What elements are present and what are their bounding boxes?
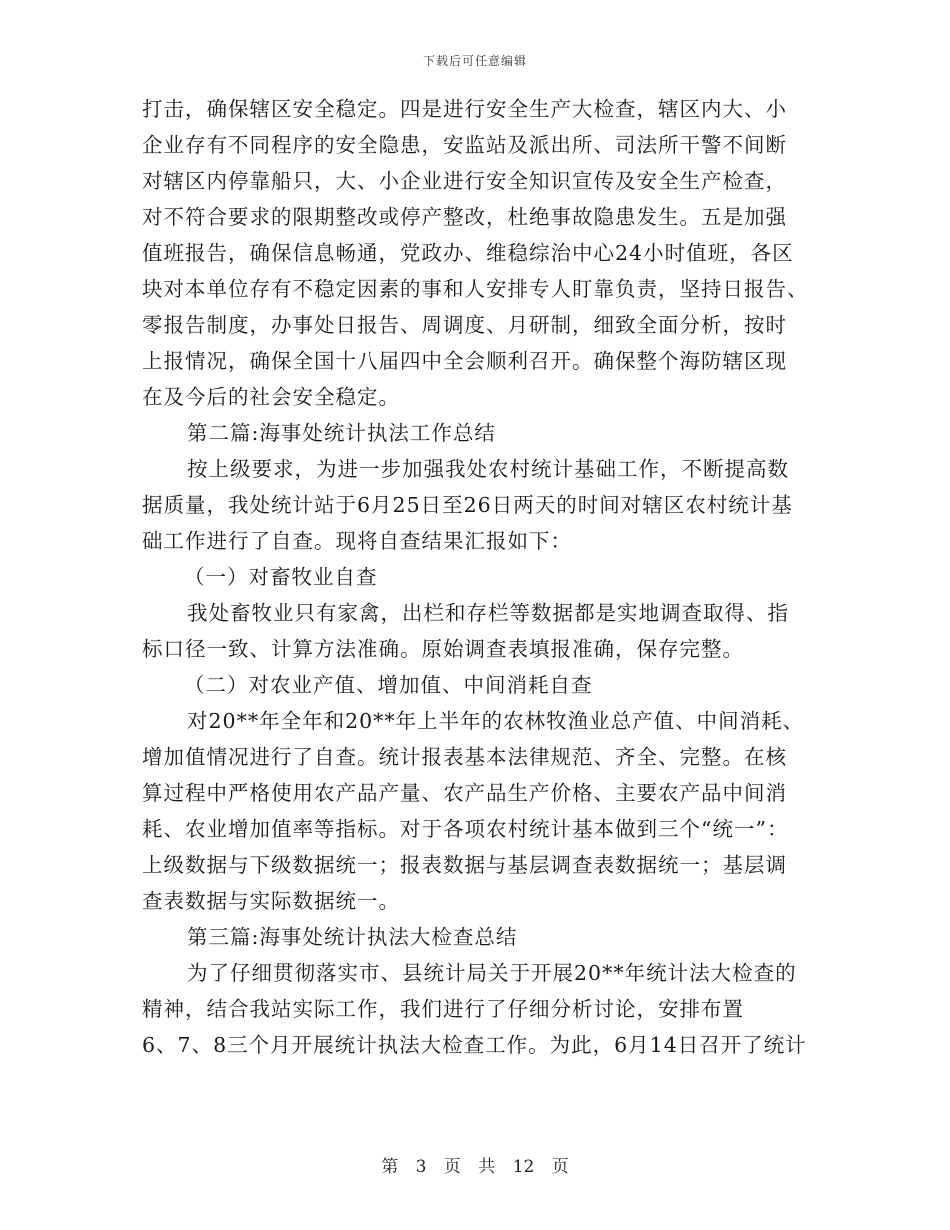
text-line: 为了仔细贯彻落实市、县统计局关于开展20**年统计法大检查的 xyxy=(187,961,797,985)
text-line: 在及今后的社会安全稳定。 xyxy=(142,385,400,409)
text-line: 打击，确保辖区安全稳定。四是进行安全生产大检查，辖区内大、小 xyxy=(142,97,787,121)
footer-total-pages: 12 xyxy=(512,1157,535,1177)
text-line: 我处畜牧业只有家禽，出栏和存栏等数据都是实地调查取得、指 xyxy=(187,601,789,625)
text-line: 据质量，我处统计站于6月25日至26日两天的时间对辖区农村统计基 xyxy=(142,493,793,517)
text-line: （一）对畜牧业自查 xyxy=(184,565,378,589)
text-line: 算过程中严格使用农产品产量、农产品生产价格、主要农产品中间消 xyxy=(142,781,787,805)
text-line: 上级数据与下级数据统一；报表数据与基层调查表数据统一；基层调 xyxy=(142,853,787,877)
footer-prefix: 第 xyxy=(381,1157,399,1177)
text-line: 耗、农业增加值率等指标。对于各项农村统计基本做到三个“统一”： xyxy=(142,817,789,841)
text-line: 对20**年全年和20**年上半年的农林牧渔业总产值、中间消耗、 xyxy=(187,709,805,733)
text-line: 对不符合要求的限期整改或停产整改，杜绝事故隐患发生。五是加强 xyxy=(142,205,787,229)
document-body xyxy=(142,91,822,1063)
footer-suffix: 页 xyxy=(551,1157,569,1177)
footer-total-label: 共 xyxy=(478,1157,496,1177)
text-line: 按上级要求，为进一步加强我处农村统计基础工作，不断提高数 xyxy=(187,457,789,481)
text-line: 增加值情况进行了自查。统计报表基本法律规范、齐全、完整。在核 xyxy=(142,745,787,769)
text-line: 精神，结合我站实际工作，我们进行了仔细分析讨论，安排布置 xyxy=(142,997,744,1021)
text-line: 标口径一致、计算方法准确。原始调查表填报准确，保存完整。 xyxy=(142,637,744,661)
text-line: 零报告制度，办事处日报告、周调度、月研制，细致全面分析，按时 xyxy=(142,313,787,337)
text-line: 企业存有不同程序的安全隐患，安监站及派出所、司法所干警不间断 xyxy=(142,133,787,157)
text-line: 第三篇:海事处统计执法大检查总结 xyxy=(187,925,518,949)
page-footer xyxy=(0,1152,950,1177)
text-line: 值班报告，确保信息畅通，党政办、维稳综治中心24小时值班，各区 xyxy=(142,241,794,265)
page-header: 下载后可任意编辑 xyxy=(422,54,527,68)
text-line: 块对本单位存有不稳定因素的事和人安排专人盯靠负责，坚持日报告、 xyxy=(142,277,809,301)
text-line: 6、7、8三个月开展统计执法大检查工作。为此，6月14日召开了统计 xyxy=(142,1033,807,1057)
text-line: （二）对农业产值、增加值、中间消耗自查 xyxy=(184,673,593,697)
text-line: 对辖区内停靠船只，大、小企业进行安全知识宣传及安全生产检查， xyxy=(142,169,787,193)
text-line: 础工作进行了自查。现将自查结果汇报如下： xyxy=(142,529,572,553)
footer-current-page: 3 xyxy=(415,1157,427,1177)
footer-page-label: 页 xyxy=(443,1157,461,1177)
text-line: 上报情况，确保全国十八届四中全会顺利召开。确保整个海防辖区现 xyxy=(142,349,787,373)
text-line: 查表数据与实际数据统一。 xyxy=(142,889,400,913)
text-line: 第二篇:海事处统计执法工作总结 xyxy=(187,421,496,445)
